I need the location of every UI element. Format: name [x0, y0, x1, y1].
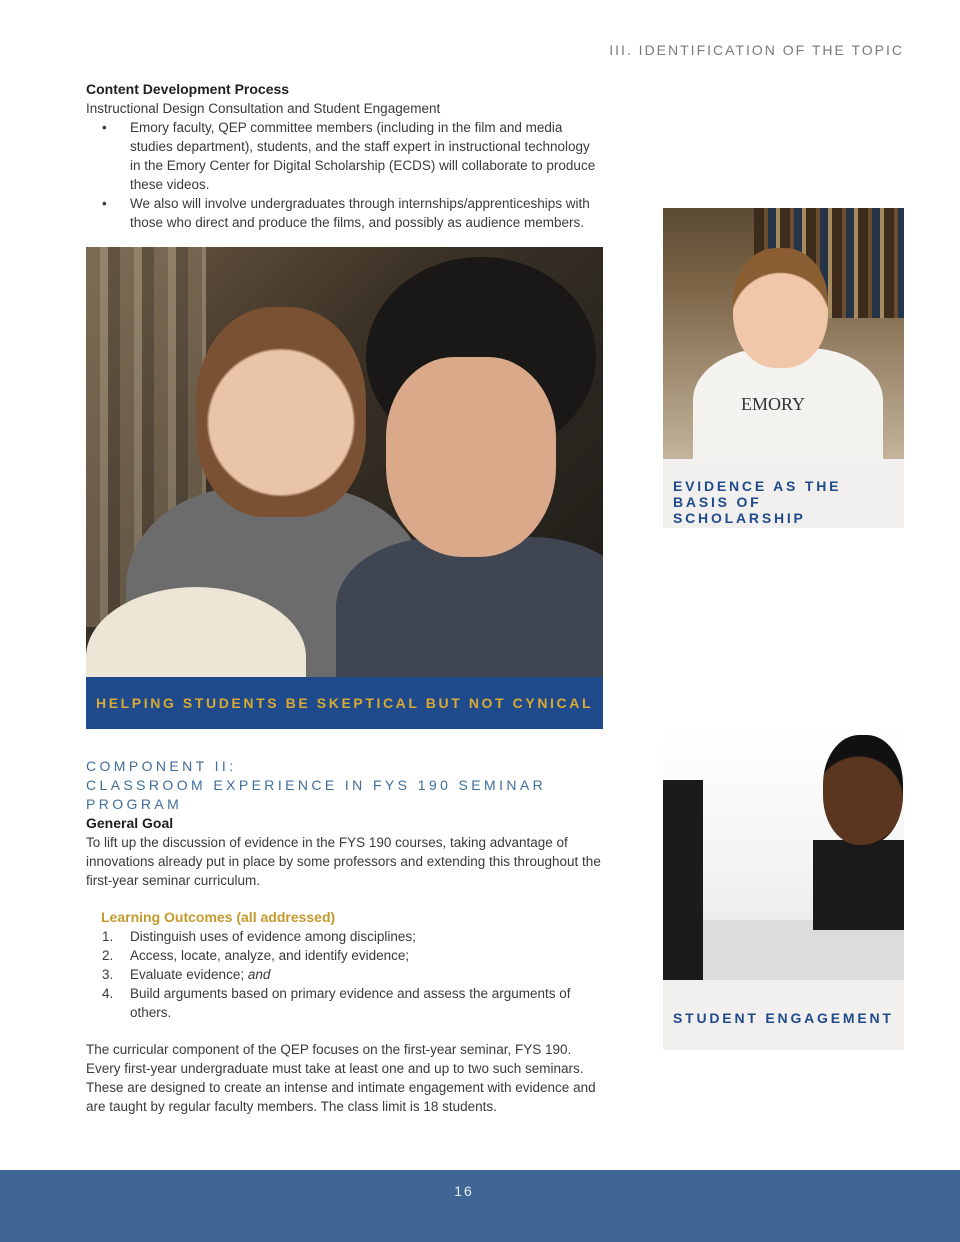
list-item — [86, 984, 604, 1022]
content-development-subheading: Instructional Design Consultation and Student Engagement — [86, 101, 441, 116]
photo-caption-bar — [86, 677, 603, 729]
component-heading — [86, 757, 616, 814]
list-item-text: We also will involve undergraduates through internships/apprenticeships with those who direct and produce the films, and possibly as audience members. — [130, 196, 590, 230]
component-subtitle: CLASSROOM EXPERIENCE IN FYS 190 SEMINAR PROGRAM — [86, 777, 547, 812]
student-computer-photo — [663, 730, 904, 980]
side-photo-caption: STUDENT ENGAGEMENT — [673, 1010, 894, 1026]
monitor — [663, 780, 703, 980]
list-item-emphasis: and — [247, 967, 271, 982]
list-number: 1. — [102, 929, 114, 944]
content-development-heading: Content Development Process — [86, 81, 290, 97]
side-photo-evidence — [663, 208, 904, 528]
bullet-icon: • — [102, 196, 107, 211]
list-item-text: Access, locate, analyze, and identify evidence; — [130, 948, 410, 963]
photo-caption: HELPING STUDENTS BE SKEPTICAL BUT NOT CYNICAL — [96, 695, 594, 711]
list-item-text: Distinguish uses of evidence among disciplines; — [130, 929, 416, 944]
side-photo-engagement — [663, 730, 904, 1050]
list-item — [86, 118, 604, 194]
learning-outcomes-list — [86, 927, 604, 1022]
student-figure — [813, 840, 904, 930]
students-skull-photo — [86, 247, 603, 729]
content-development-list — [86, 118, 604, 232]
list-item — [86, 927, 604, 946]
page-number: 16 — [454, 1183, 474, 1199]
bullet-icon: • — [102, 120, 107, 135]
student-library-photo — [663, 208, 904, 459]
component-title: COMPONENT II: — [86, 758, 237, 774]
content-development-section — [86, 80, 604, 232]
student-figure — [196, 307, 366, 517]
list-item-text: Emory faculty, QEP committee members (including in the film and media studies department), students, and the staff expert in instructional technology in the Emory Center for Digital Scholarship (ECDS) will collaborate to produce these videos. — [130, 120, 596, 192]
list-item — [86, 965, 604, 984]
list-number: 2. — [102, 948, 114, 963]
list-item — [86, 946, 604, 965]
shirt-logo: EMORY — [741, 394, 806, 414]
list-number: 3. — [102, 967, 114, 982]
general-goal-heading: General Goal — [86, 815, 174, 831]
side-photo-caption: EVIDENCE AS THE BASIS OF SCHOLARSHIP — [673, 478, 842, 526]
general-goal-text: To lift up the discussion of evidence in the FYS 190 courses, taking advantage of innovations already put in place by some professors and extending this throughout the first-year seminar curriculum. — [86, 835, 601, 888]
page-footer — [0, 1170, 960, 1242]
list-item — [86, 194, 604, 232]
student-figure — [733, 248, 828, 368]
list-item-text: Evaluate evidence; — [130, 967, 248, 982]
student-figure — [386, 357, 556, 557]
student-figure — [823, 735, 903, 845]
curricular-paragraph: The curricular component of the QEP focuses on the first-year seminar, FYS 190. Every first-year undergraduate must take at least one and up to two such seminars. These are designed to create an intense and intimate engagement with evidence and are taught by regular faculty members. The class limit is 18 students. — [86, 1042, 596, 1114]
section-header: III. IDENTIFICATION OF THE TOPIC — [609, 42, 904, 58]
general-goal-section — [86, 814, 604, 1116]
list-number: 4. — [102, 986, 114, 1001]
learning-outcomes-heading: Learning Outcomes (all addressed) — [101, 909, 336, 925]
list-item-text: Build arguments based on primary evidence and assess the arguments of others. — [130, 986, 571, 1020]
